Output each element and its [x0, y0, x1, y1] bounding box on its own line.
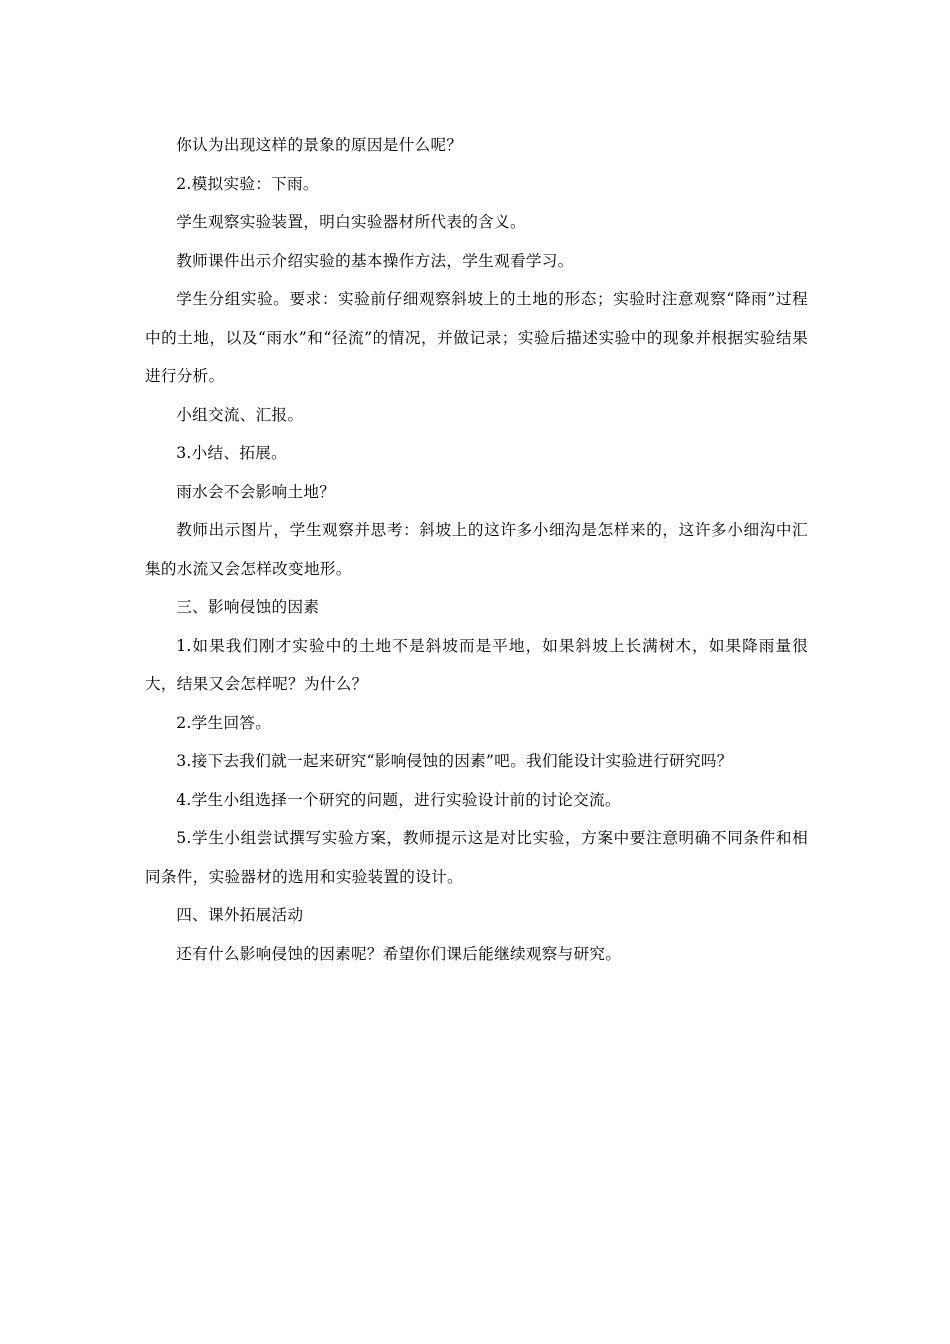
paragraph: 雨水会不会影响土地？ [176, 482, 336, 501]
paragraph: 4.学生小组选择一个研究的问题，进行实验设计前的讨论交流。 [176, 790, 621, 809]
paragraph: 5.学生小组尝试撰写实验方案，教师提示这是对比实验，方案中要注意明确不同条件和相同条件，实验器材的选用和实验装置的设计。 [145, 829, 808, 886]
paragraph: 学生观察实验装置，明白实验器材所代表的含义。 [176, 213, 526, 231]
paragraph: 还有什么影响侵蚀的因素呢？希望你们课后能继续观察与研究。 [176, 944, 622, 963]
paragraph: 小组交流、汇报。 [176, 405, 304, 424]
paragraph: 教师出示图片，学生观察并思考：斜坡上的这许多小细沟是怎样来的，这许多小细沟中汇集的水流又会怎样改变地形。 [145, 521, 808, 578]
document-body [145, 126, 808, 973]
paragraph: 教师课件出示介绍实验的基本操作方法，学生观看学习。 [176, 251, 574, 270]
paragraph: 你认为出现这样的景象的原因是什么呢？ [176, 136, 463, 154]
paragraph: 学生分组实验。要求：实验前仔细观察斜坡上的土地的形态；实验时注意观察“降雨”过程中的土地，以及“雨水”和“径流”的情况，并做记录；实验后描述实验中的现象并根据实验结果进行分析。 [145, 290, 808, 385]
section-heading: 四、课外拓展活动 [176, 906, 304, 924]
paragraph: 1.如果我们刚才实验中的土地不是斜坡而是平地，如果斜坡上长满树木，如果降雨量很大，结果又会怎样呢？为什么？ [145, 636, 808, 693]
paragraph: 3.接下去我们就一起来研究“影响侵蚀的因素”吧。我们能设计实验进行研究吗？ [176, 752, 733, 770]
paragraph: 3.小结、拓展。 [176, 444, 288, 462]
section-heading: 三、影响侵蚀的因素 [176, 598, 320, 616]
paragraph: 2.学生回答。 [176, 713, 272, 732]
paragraph: 2.模拟实验：下雨。 [176, 174, 319, 193]
